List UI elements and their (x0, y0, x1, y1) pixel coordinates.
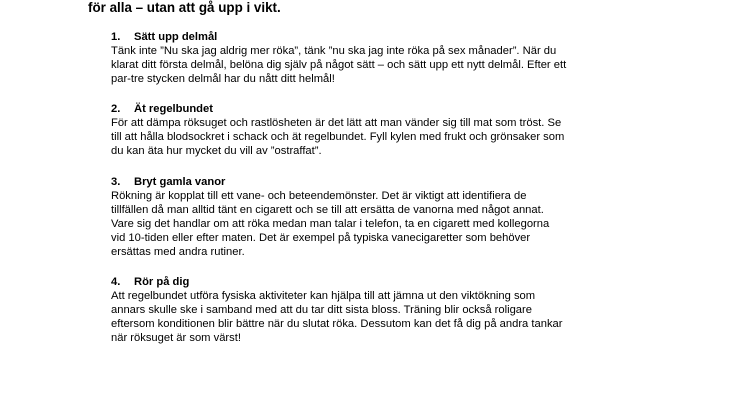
body-line: Vare sig det handlar om att röka medan man talar i telefon, ta en cigarett med kollegorna (111, 218, 550, 230)
section-break-habits (111, 175, 741, 259)
body-line: när röksuget är som värst! (111, 332, 241, 344)
section-number: 3. (111, 176, 121, 188)
section-set-goals (111, 30, 741, 86)
body-line: par-tre stycken delmål har du nått ditt helmål! (111, 73, 335, 85)
body-line: klarat ditt första delmål, belöna dig själv på något sätt – och sätt upp ett nytt delmål. Efter ett (111, 59, 567, 71)
body-line: till att hålla blodsockret i schack och ät regelbundet. Fyll kylen med frukt och grönsaker som (111, 131, 565, 143)
body-line: annars skulle ske i samband med att du tar ditt sista bloss. Träning blir också roligare (111, 304, 532, 316)
body-line: ersättas med andra rutiner. (111, 246, 245, 258)
body-line: För att dämpa röksuget och rastlösheten är det lätt att man vänder sig till mat som tröst. Se (111, 117, 562, 129)
body-line: Att regelbundet utföra fysiska aktiviteter kan hjälpa till att jämna ut den viktökning som (111, 290, 536, 302)
body-line: Rökning är kopplat till ett vane- och beteendemönster. Det är viktigt att identifiera de (111, 190, 527, 202)
section-eat-regularly (111, 102, 741, 158)
section-heading (111, 275, 741, 289)
section-heading (111, 102, 741, 116)
section-number: 2. (111, 103, 121, 115)
section-title: Bryt gamla vanor (134, 176, 226, 188)
body-line: vid 10-tiden eller efter maten. Det är exempel på typiska vanecigaretter som behöver (111, 232, 531, 244)
section-heading (111, 30, 741, 44)
section-number: 1. (111, 31, 121, 43)
body-line: du kan äta hur mycket du vill av ”ostraffat”. (111, 145, 322, 157)
section-title: Sätt upp delmål (134, 31, 218, 43)
body-line: eftersom konditionen blir bättre när du slutat röka. Dessutom kan det få dig på andra tankar (111, 318, 563, 330)
intro-text: för alla – utan att gå upp i vikt. (88, 0, 281, 15)
body-line: tillfällen då man alltid tänt en cigarett och se till att ersätta de vanorna med något annat. (111, 204, 544, 216)
section-heading (111, 175, 741, 189)
section-title: Ät regelbundet (134, 103, 213, 115)
section-title: Rör på dig (134, 276, 190, 288)
section-number: 4. (111, 276, 121, 288)
body-line: Tänk inte ”Nu ska jag aldrig mer röka”, tänk ”nu ska jag inte röka på sex månader”. När du (111, 45, 557, 57)
section-exercise (111, 275, 741, 345)
